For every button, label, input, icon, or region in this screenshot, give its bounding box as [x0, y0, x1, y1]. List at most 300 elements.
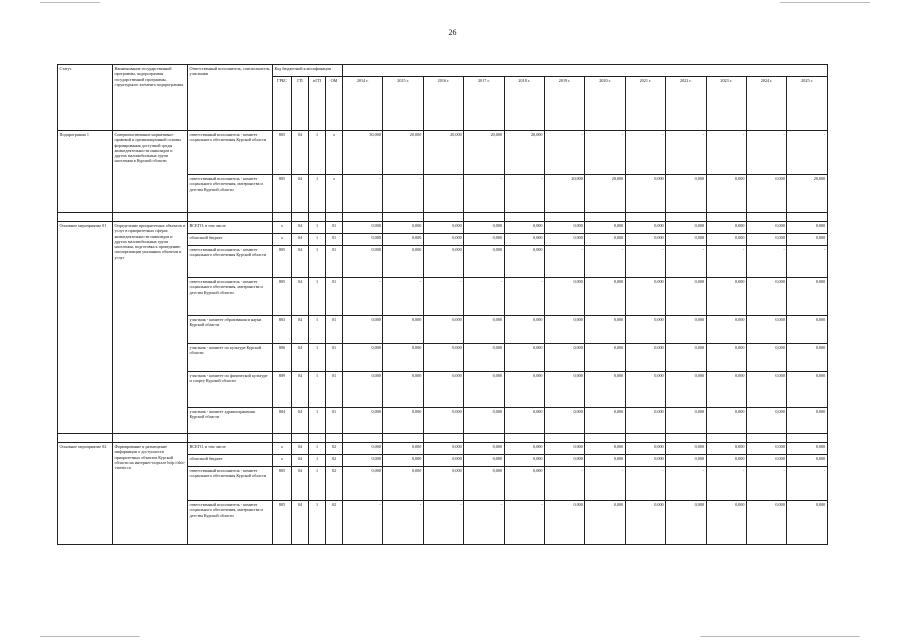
- spacer-cell: [544, 213, 584, 222]
- spacer-cell: [326, 213, 343, 222]
- status-cell: Основное мероприятие 01: [58, 222, 113, 434]
- value-cell: 0,000: [504, 234, 544, 246]
- value-cell: 0,000: [464, 344, 504, 372]
- status-cell: Подпрограмма 1: [58, 131, 113, 213]
- value-cell: 0,000: [383, 234, 423, 246]
- spacer-cell: [292, 434, 309, 443]
- code-cell: 1: [309, 408, 326, 434]
- spacer-cell: [666, 434, 706, 443]
- value-cell: -: [343, 278, 383, 316]
- value-cell: 0,000: [625, 234, 665, 246]
- header-code: ГРБС: [273, 77, 292, 131]
- value-cell: 0,000: [706, 408, 746, 434]
- value-cell: 0,000: [464, 467, 504, 501]
- code-cell: 01: [326, 372, 343, 408]
- value-cell: -: [706, 131, 746, 175]
- value-cell: -: [746, 467, 786, 501]
- value-cell: 0,000: [706, 222, 746, 234]
- value-cell: 0,000: [343, 455, 383, 467]
- top-scan-line: [780, 2, 870, 3]
- code-cell: 805: [273, 501, 292, 545]
- value-cell: 0,000: [383, 246, 423, 278]
- value-cell: 20,000: [787, 175, 827, 213]
- value-cell: 0,000: [423, 246, 463, 278]
- value-cell: 0,000: [666, 234, 706, 246]
- code-cell: 805: [273, 467, 292, 501]
- value-cell: 0,000: [666, 408, 706, 434]
- spacer-cell: [58, 213, 113, 222]
- header-year: 2025 г.: [787, 77, 827, 131]
- value-cell: 0,000: [746, 408, 786, 434]
- value-cell: -: [585, 467, 625, 501]
- value-cell: -: [746, 131, 786, 175]
- value-cell: 0,000: [706, 443, 746, 455]
- value-cell: 0,000: [746, 278, 786, 316]
- code-cell: 04: [292, 278, 309, 316]
- executor-cell: участник - комитет здравоохранения Курской области: [188, 408, 273, 434]
- spacer-cell: [383, 434, 423, 443]
- code-cell: 1: [309, 443, 326, 455]
- header-year: 2019 г.: [544, 77, 584, 131]
- value-cell: -: [746, 246, 786, 278]
- value-cell: -: [343, 175, 383, 213]
- value-cell: -: [464, 175, 504, 213]
- spacer-cell: [188, 434, 273, 443]
- spacer-cell: [383, 213, 423, 222]
- code-cell: 04: [292, 246, 309, 278]
- code-cell: 1: [309, 131, 326, 175]
- value-cell: 0,000: [787, 455, 827, 467]
- spacer-cell: [706, 213, 746, 222]
- code-cell: 805: [273, 175, 292, 213]
- header-code-group: Код бюджетной классификации: [273, 65, 343, 77]
- value-cell: 0,000: [666, 455, 706, 467]
- value-cell: -: [706, 246, 746, 278]
- value-cell: 0,000: [706, 278, 746, 316]
- value-cell: 0,000: [504, 467, 544, 501]
- value-cell: -: [787, 467, 827, 501]
- executor-cell: ответственный исполнитель - комитет социального обеспечения, материнства и детства Курской области: [188, 501, 273, 545]
- value-cell: -: [666, 246, 706, 278]
- code-cell: 02: [326, 455, 343, 467]
- program-name-cell: Формирование и размещение информации о доступности приоритетных объектов Курской области на интернет-портале http://zhit-vmeste.ru: [113, 443, 188, 545]
- spacer-cell: [113, 213, 188, 222]
- value-cell: 0,000: [706, 455, 746, 467]
- value-cell: 20,000: [544, 175, 584, 213]
- value-cell: -: [666, 131, 706, 175]
- code-cell: 804: [273, 408, 292, 434]
- value-cell: 0,000: [706, 234, 746, 246]
- spacer-cell: [787, 213, 827, 222]
- value-cell: 0,000: [625, 408, 665, 434]
- program-name-cell: Совершенствование нормативно-правовой и организационной основы формирования доступной среды жизнедеятельности инвалидов и других маломобильных групп населения в Курской области: [113, 131, 188, 213]
- code-cell: 1: [309, 278, 326, 316]
- header-year: 2017 г.: [464, 77, 504, 131]
- table-row: [58, 443, 828, 455]
- code-cell: 1: [309, 455, 326, 467]
- value-cell: 0,000: [706, 372, 746, 408]
- value-cell: 0,000: [746, 501, 786, 545]
- value-cell: 0,000: [585, 501, 625, 545]
- value-cell: 0,000: [423, 408, 463, 434]
- code-cell: 1: [309, 344, 326, 372]
- spacer-cell: [706, 434, 746, 443]
- value-cell: 0,000: [423, 455, 463, 467]
- top-scan-line: [40, 2, 100, 3]
- value-cell: 0,000: [544, 316, 584, 344]
- value-cell: 0,000: [383, 372, 423, 408]
- code-cell: 01: [326, 246, 343, 278]
- value-cell: 0,000: [343, 408, 383, 434]
- value-cell: 0,000: [464, 246, 504, 278]
- value-cell: -: [383, 278, 423, 316]
- spacer-row: [58, 213, 828, 222]
- code-cell: 04: [292, 344, 309, 372]
- spacer-cell: [326, 434, 343, 443]
- spacer-cell: [544, 434, 584, 443]
- value-cell: 0,000: [383, 316, 423, 344]
- value-cell: 0,000: [504, 372, 544, 408]
- code-cell: х: [273, 222, 292, 234]
- value-cell: -: [544, 467, 584, 501]
- value-cell: 0,000: [585, 455, 625, 467]
- code-cell: 02: [326, 467, 343, 501]
- executor-cell: областной бюджет: [188, 234, 273, 246]
- spacer-cell: [464, 434, 504, 443]
- value-cell: 0,000: [383, 222, 423, 234]
- code-cell: 1: [309, 501, 326, 545]
- code-cell: 01: [326, 408, 343, 434]
- code-cell: 04: [292, 175, 309, 213]
- executor-cell: ответственный исполнитель - комитет социального обеспечения, материнства и детства Курской области: [188, 278, 273, 316]
- header-year: 2016 г.: [423, 77, 463, 131]
- spacer-cell: [309, 434, 326, 443]
- value-cell: 0,000: [706, 316, 746, 344]
- code-cell: 1: [309, 246, 326, 278]
- spacer-cell: [423, 434, 463, 443]
- spacer-cell: [273, 213, 292, 222]
- value-cell: -: [504, 175, 544, 213]
- header-years-group: [343, 65, 828, 77]
- header-year: 2021 г.: [625, 77, 665, 131]
- executor-cell: ответственный исполнитель - комитет социального обеспечения Курской области: [188, 246, 273, 278]
- value-cell: 0,000: [787, 234, 827, 246]
- spacer-cell: [504, 213, 544, 222]
- value-cell: 0,000: [504, 408, 544, 434]
- value-cell: -: [787, 246, 827, 278]
- code-cell: 809: [273, 372, 292, 408]
- value-cell: 0,000: [544, 278, 584, 316]
- header-year: 2014 г.: [343, 77, 383, 131]
- value-cell: -: [625, 131, 665, 175]
- value-cell: 0,000: [423, 467, 463, 501]
- code-cell: 805: [273, 278, 292, 316]
- value-cell: -: [706, 467, 746, 501]
- value-cell: 0,000: [464, 455, 504, 467]
- executor-cell: участник - комитет по физической культуре и спорту Курской области: [188, 372, 273, 408]
- value-cell: 0,000: [383, 443, 423, 455]
- value-cell: 0,000: [625, 501, 665, 545]
- code-cell: 01: [326, 316, 343, 344]
- value-cell: 0,000: [666, 278, 706, 316]
- value-cell: 0,000: [544, 234, 584, 246]
- value-cell: 0,000: [464, 408, 504, 434]
- spacer-cell: [464, 213, 504, 222]
- value-cell: 0,000: [343, 467, 383, 501]
- value-cell: 0,000: [464, 372, 504, 408]
- code-cell: 04: [292, 234, 309, 246]
- table-body: [58, 131, 828, 545]
- executor-cell: ВСЕГО, в том числе: [188, 222, 273, 234]
- spacer-cell: [625, 213, 665, 222]
- value-cell: 0,000: [464, 222, 504, 234]
- spacer-cell: [343, 434, 383, 443]
- header-year: 2024 г.: [746, 77, 786, 131]
- value-cell: -: [585, 131, 625, 175]
- code-cell: 04: [292, 131, 309, 175]
- value-cell: 0,000: [504, 344, 544, 372]
- value-cell: 0,000: [585, 408, 625, 434]
- value-cell: 0,000: [666, 501, 706, 545]
- value-cell: 0,000: [585, 222, 625, 234]
- header-year: 2020 г.: [585, 77, 625, 131]
- value-cell: 0,000: [504, 443, 544, 455]
- value-cell: 0,000: [706, 501, 746, 545]
- value-cell: -: [504, 501, 544, 545]
- code-cell: 04: [292, 408, 309, 434]
- header-code: ОМ: [326, 77, 343, 131]
- header-executor: Ответственный исполнитель, соисполнитель, участники: [188, 65, 273, 131]
- code-cell: 04: [292, 372, 309, 408]
- value-cell: -: [423, 501, 463, 545]
- value-cell: 0,000: [787, 501, 827, 545]
- header-year: 2015 г.: [383, 77, 423, 131]
- value-cell: 0,000: [625, 175, 665, 213]
- executor-cell: ответственный исполнитель - комитет социального обеспечения Курской области: [188, 131, 273, 175]
- value-cell: -: [423, 175, 463, 213]
- spacer-cell: [787, 434, 827, 443]
- header-status: Статус: [58, 65, 113, 131]
- value-cell: -: [504, 278, 544, 316]
- value-cell: 0,000: [383, 344, 423, 372]
- bottom-scan-line: [700, 636, 860, 637]
- value-cell: 0,000: [423, 222, 463, 234]
- value-cell: 0,000: [585, 278, 625, 316]
- value-cell: 0,000: [343, 443, 383, 455]
- code-cell: 04: [292, 467, 309, 501]
- spacer-cell: [58, 434, 113, 443]
- code-cell: х: [273, 443, 292, 455]
- code-cell: 04: [292, 501, 309, 545]
- header-code: ГП: [292, 77, 309, 131]
- spacer-cell: [666, 213, 706, 222]
- value-cell: 0,000: [746, 372, 786, 408]
- code-cell: 805: [273, 246, 292, 278]
- code-cell: 01: [326, 234, 343, 246]
- value-cell: 20,000: [464, 131, 504, 175]
- value-cell: 0,000: [787, 372, 827, 408]
- value-cell: 0,000: [625, 344, 665, 372]
- bottom-scan-line: [40, 636, 140, 637]
- value-cell: 0,000: [343, 234, 383, 246]
- value-cell: 0,000: [746, 344, 786, 372]
- value-cell: 0,000: [746, 234, 786, 246]
- value-cell: 0,000: [383, 408, 423, 434]
- value-cell: 0,000: [625, 372, 665, 408]
- code-cell: 04: [292, 222, 309, 234]
- spacer-cell: [585, 213, 625, 222]
- code-cell: 04: [292, 316, 309, 344]
- value-cell: -: [464, 501, 504, 545]
- value-cell: 0,000: [343, 222, 383, 234]
- code-cell: 806: [273, 344, 292, 372]
- table-row: [58, 222, 828, 234]
- value-cell: -: [787, 131, 827, 175]
- value-cell: -: [383, 175, 423, 213]
- header-name: Наименование государственной программы, подпрограммы государственной программы, структурного элемента подпрограммы: [113, 65, 188, 131]
- spacer-cell: [188, 213, 273, 222]
- code-cell: 1: [309, 234, 326, 246]
- value-cell: 0,000: [464, 316, 504, 344]
- value-cell: 0,000: [504, 222, 544, 234]
- status-cell: Основное мероприятие 02: [58, 443, 113, 545]
- value-cell: -: [625, 467, 665, 501]
- value-cell: 0,000: [706, 344, 746, 372]
- value-cell: -: [666, 467, 706, 501]
- value-cell: 0,000: [343, 372, 383, 408]
- code-cell: 01: [326, 222, 343, 234]
- code-cell: 01: [326, 278, 343, 316]
- value-cell: 0,000: [666, 344, 706, 372]
- spacer-row: [58, 434, 828, 443]
- value-cell: 0,000: [544, 222, 584, 234]
- table-row: [58, 131, 828, 175]
- header-year: 2023 г.: [706, 77, 746, 131]
- value-cell: 30,000: [343, 131, 383, 175]
- value-cell: 0,000: [585, 234, 625, 246]
- executor-cell: ответственный исполнитель - комитет социального обеспечения, материнства и детства Курской области: [188, 175, 273, 213]
- executor-cell: ВСЕГО, в том числе: [188, 443, 273, 455]
- value-cell: 0,000: [343, 344, 383, 372]
- value-cell: 0,000: [343, 316, 383, 344]
- value-cell: 0,000: [787, 408, 827, 434]
- value-cell: 0,000: [787, 222, 827, 234]
- spacer-cell: [343, 213, 383, 222]
- value-cell: 0,000: [746, 316, 786, 344]
- spacer-cell: [746, 213, 786, 222]
- code-cell: 02: [326, 443, 343, 455]
- value-cell: 0,000: [585, 443, 625, 455]
- page-number: 26: [448, 28, 457, 37]
- code-cell: 803: [273, 316, 292, 344]
- value-cell: 0,000: [504, 455, 544, 467]
- value-cell: 0,000: [504, 316, 544, 344]
- spacer-cell: [292, 213, 309, 222]
- spacer-cell: [113, 434, 188, 443]
- code-cell: 1: [309, 222, 326, 234]
- executor-cell: участник - комитет образования и науки Курской области: [188, 316, 273, 344]
- value-cell: -: [383, 501, 423, 545]
- value-cell: 0,000: [625, 455, 665, 467]
- value-cell: 0,000: [746, 443, 786, 455]
- value-cell: 0,000: [423, 316, 463, 344]
- spacer-cell: [309, 213, 326, 222]
- value-cell: 0,000: [464, 443, 504, 455]
- spacer-cell: [746, 434, 786, 443]
- value-cell: 0,000: [544, 443, 584, 455]
- value-cell: 0,000: [787, 344, 827, 372]
- executor-cell: областной бюджет: [188, 455, 273, 467]
- value-cell: 0,000: [746, 175, 786, 213]
- value-cell: 0,000: [544, 408, 584, 434]
- value-cell: 0,000: [383, 467, 423, 501]
- value-cell: 0,000: [544, 501, 584, 545]
- value-cell: 0,000: [343, 246, 383, 278]
- value-cell: 0,000: [625, 316, 665, 344]
- value-cell: 0,000: [585, 316, 625, 344]
- code-cell: 1: [309, 316, 326, 344]
- header-year: 2018 г.: [504, 77, 544, 131]
- value-cell: 0,000: [666, 175, 706, 213]
- value-cell: -: [464, 278, 504, 316]
- value-cell: 0,000: [423, 234, 463, 246]
- value-cell: 0,000: [666, 222, 706, 234]
- code-cell: 1: [309, 372, 326, 408]
- value-cell: -: [625, 246, 665, 278]
- value-cell: 0,000: [666, 372, 706, 408]
- value-cell: 0,000: [585, 344, 625, 372]
- value-cell: 0,000: [504, 246, 544, 278]
- spacer-cell: [504, 434, 544, 443]
- value-cell: 0,000: [544, 455, 584, 467]
- value-cell: 20,000: [504, 131, 544, 175]
- value-cell: 0,000: [383, 455, 423, 467]
- value-cell: 20,000: [585, 175, 625, 213]
- value-cell: 0,000: [787, 316, 827, 344]
- value-cell: 0,000: [625, 222, 665, 234]
- value-cell: 0,000: [544, 344, 584, 372]
- value-cell: -: [343, 501, 383, 545]
- value-cell: -: [423, 278, 463, 316]
- value-cell: 0,000: [464, 234, 504, 246]
- budget-table: [57, 64, 828, 545]
- code-cell: х: [326, 175, 343, 213]
- value-cell: -: [544, 246, 584, 278]
- code-cell: 805: [273, 131, 292, 175]
- value-cell: 0,000: [706, 175, 746, 213]
- code-cell: х: [273, 234, 292, 246]
- value-cell: 20,000: [423, 131, 463, 175]
- value-cell: -: [585, 246, 625, 278]
- value-cell: 0,000: [787, 443, 827, 455]
- value-cell: 0,000: [544, 372, 584, 408]
- value-cell: -: [544, 131, 584, 175]
- value-cell: 0,000: [787, 278, 827, 316]
- spacer-cell: [625, 434, 665, 443]
- code-cell: 01: [326, 344, 343, 372]
- code-cell: х: [273, 455, 292, 467]
- value-cell: 0,000: [423, 443, 463, 455]
- value-cell: 20,000: [383, 131, 423, 175]
- code-cell: 1: [309, 175, 326, 213]
- header-code: пГП: [309, 77, 326, 131]
- value-cell: 0,000: [423, 372, 463, 408]
- value-cell: 0,000: [423, 344, 463, 372]
- header-year: 2022 г.: [666, 77, 706, 131]
- code-cell: 1: [309, 467, 326, 501]
- value-cell: 0,000: [625, 443, 665, 455]
- value-cell: 0,000: [625, 278, 665, 316]
